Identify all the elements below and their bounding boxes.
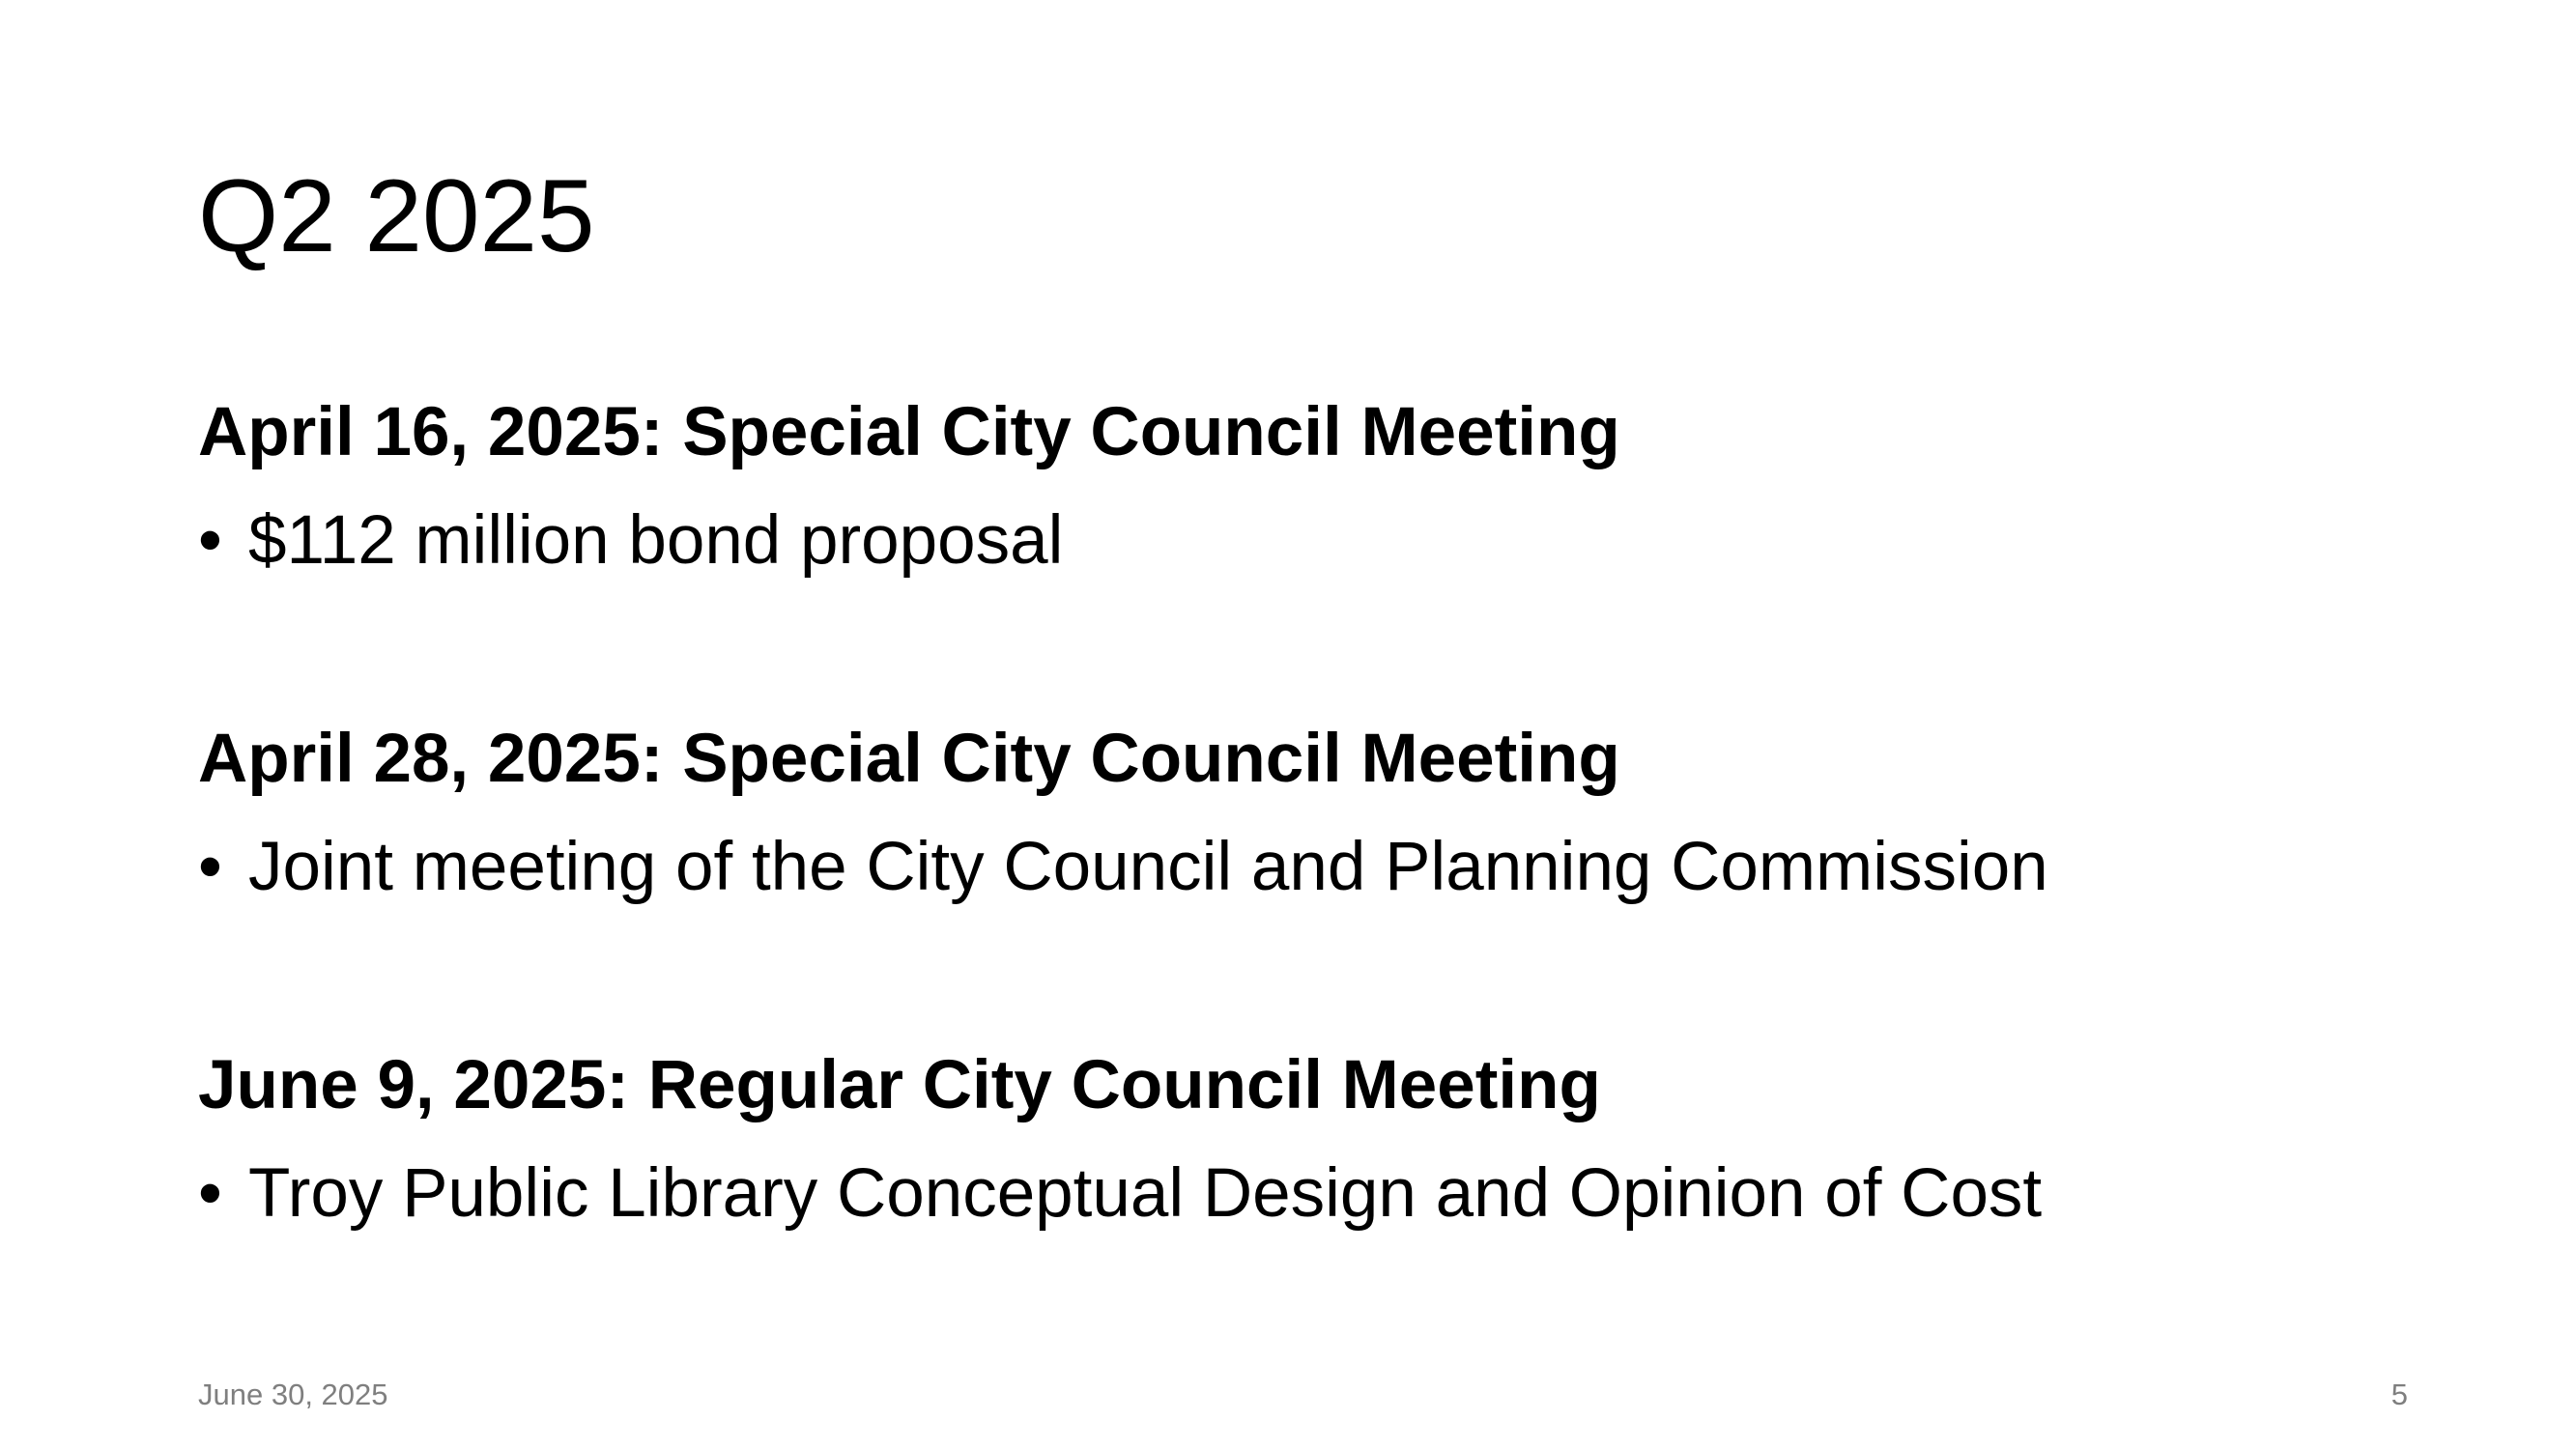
page-number: 5 [2390,1378,2408,1411]
meeting-heading: June 9, 2025: Regular City Council Meeting [198,1047,1601,1123]
meeting-entry [198,391,2420,582]
meeting-entry [198,718,2420,909]
meeting-heading: April 28, 2025: Special City Council Meeting [198,721,1620,797]
bullet-item [198,499,2420,582]
bullet-text: $112 million bond proposal [248,502,1064,579]
meeting-entry [198,1044,2420,1236]
bullet-icon: • [198,502,222,579]
bullet-item [198,1152,2420,1236]
bullet-text: Troy Public Library Conceptual Design and Opinion of Cost [248,1155,2043,1232]
bullet-icon: • [198,829,222,905]
bullet-item [198,826,2420,909]
bullet-icon: • [198,1155,222,1232]
footer-date: June 30, 2025 [198,1378,388,1411]
slide-title: Q2 2025 [198,157,595,273]
bullet-text: Joint meeting of the City Council and Planning Commission [248,829,2048,905]
meeting-heading: April 16, 2025: Special City Council Meeting [198,394,1620,470]
